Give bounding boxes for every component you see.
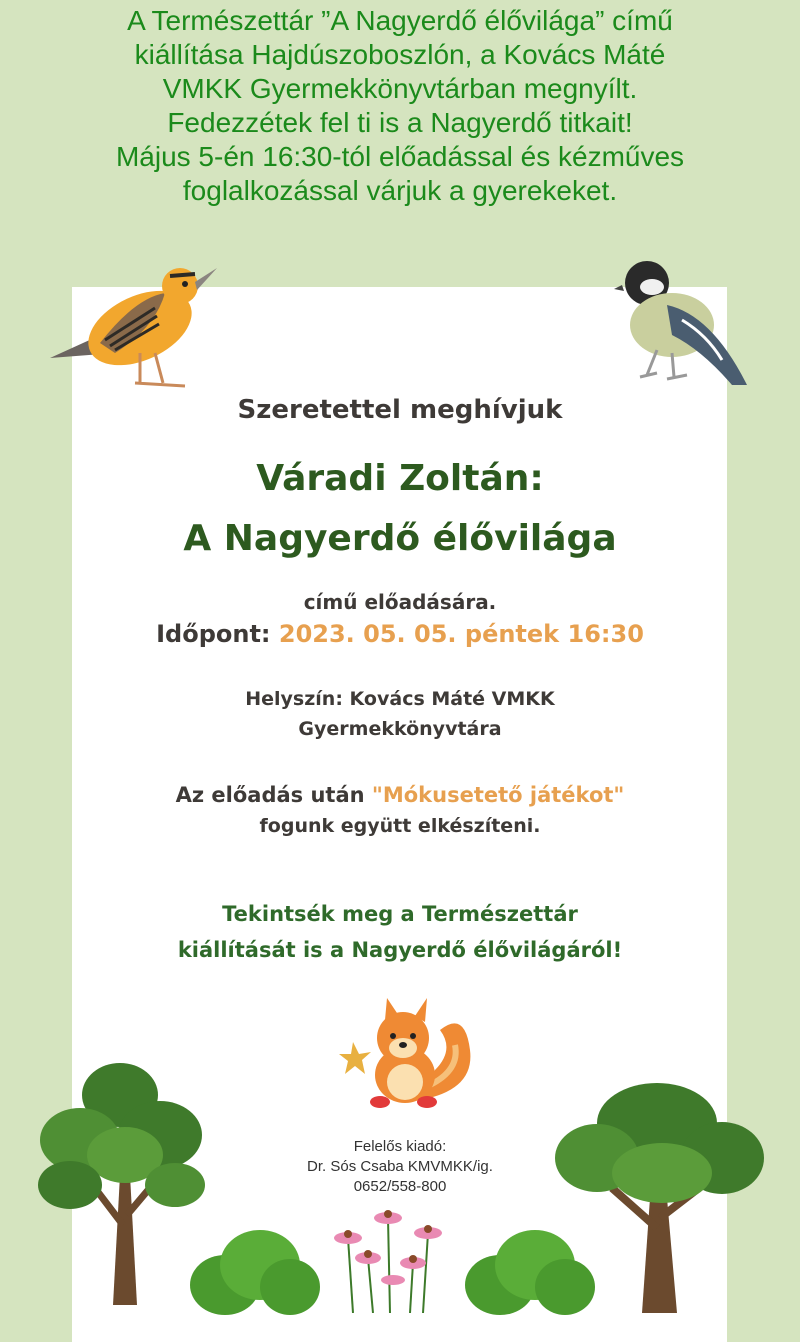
time-value: 2023. 05. 05. péntek 16:30 (278, 620, 644, 648)
coneflower-icon (318, 1208, 468, 1313)
bush-icon (465, 1225, 595, 1320)
tit-bird-icon (612, 255, 752, 390)
craft-line (0, 783, 800, 807)
lecture-title: A Nagyerdő élővilága (183, 518, 617, 559)
tree-icon (35, 1055, 210, 1315)
publisher-phone: 0652/558-800 (353, 1178, 447, 1195)
announcement-line: Május 5-én 16:30-tól előadással és kézműves (115, 141, 685, 172)
exhibit-line-1: Tekintsék meg a Természettár (222, 902, 578, 926)
announcement-line: VMKK Gyermekkönyvtárban megnyílt. (162, 73, 638, 104)
announcement-line: A Természettár ”A Nagyerdő élővilága” című (127, 5, 673, 36)
announcement-text (0, 4, 800, 208)
bush-icon (190, 1225, 320, 1320)
craft-highlight: "Mókusetető játékot" (371, 783, 625, 807)
publisher-name: Dr. Sós Csaba KMVMKK/ig. (307, 1158, 493, 1175)
exhibit-line-2: kiállítását is a Nagyerdő élővilágáról! (177, 938, 623, 962)
announcement-line: foglalkozással várjuk a gyerekeket. (182, 175, 618, 206)
craft-line-2: fogunk együtt elkészíteni. (259, 815, 541, 837)
time-label: Időpont: (156, 620, 271, 648)
lecture-subtitle: című előadására. (303, 590, 497, 614)
time-line (0, 620, 800, 648)
speaker-name: Váradi Zoltán: (256, 458, 544, 499)
place-line-2: Gyermekkönyvtára (298, 718, 502, 740)
meadowlark-bird-icon (45, 258, 220, 393)
publisher-label: Felelős kiadó: (353, 1138, 447, 1155)
announcement-line: kiállítása Hajdúszoboszlón, a Kovács Máté (134, 39, 666, 70)
squirrel-icon (335, 990, 475, 1115)
craft-prefix: Az előadás után (175, 783, 365, 807)
announcement-line: Fedezzétek fel ti is a Nagyerdő titkait! (167, 107, 633, 138)
place-line-1: Helyszín: Kovács Máté VMKK (245, 688, 555, 710)
invite-text: Szeretettel meghívjuk (237, 395, 563, 425)
